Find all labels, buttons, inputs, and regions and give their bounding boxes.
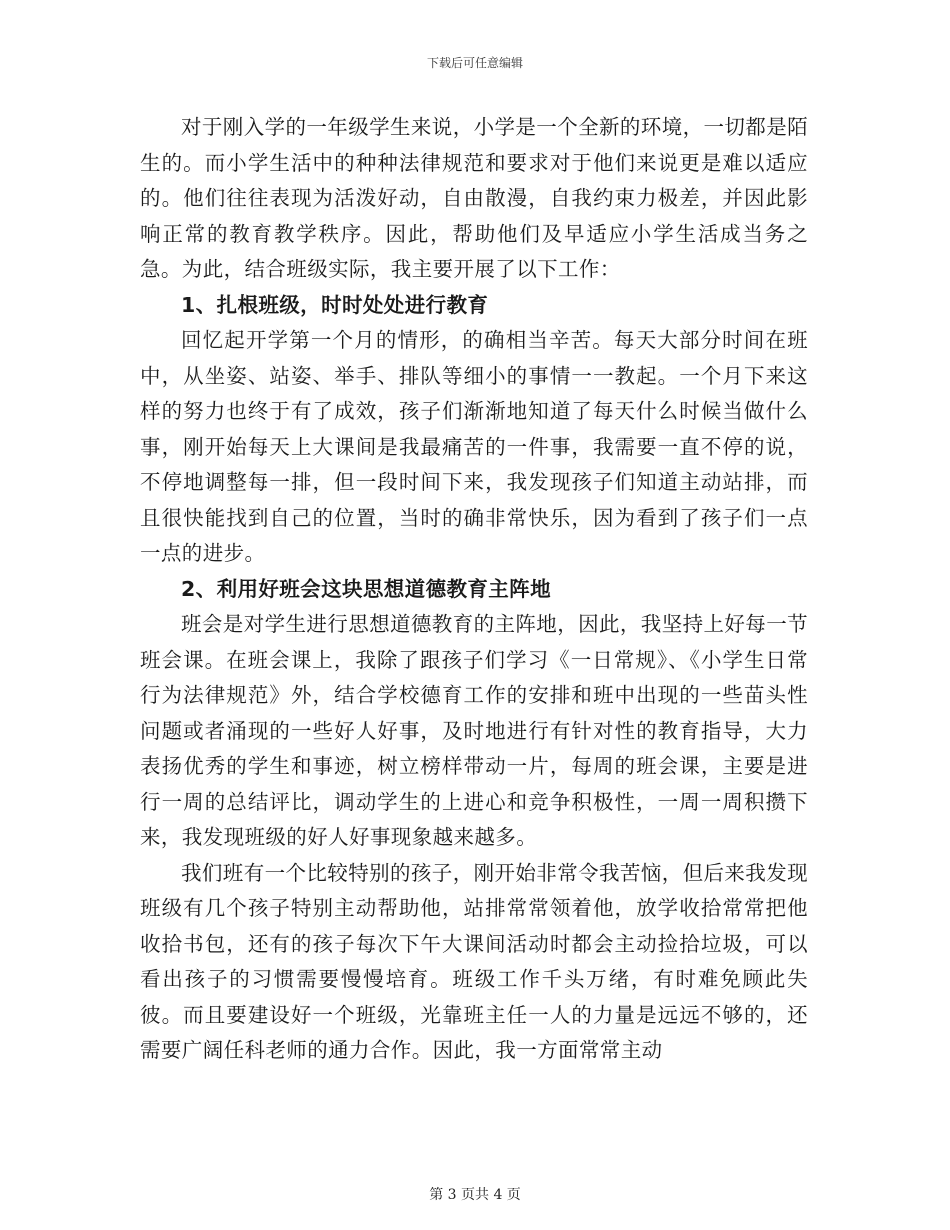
paragraph-intro: 对于刚入学的一年级学生来说，小学是一个全新的环境，一切都是陌生的。而小学生活中的种种法律规范和要求对于他们来说更是难以适应的。他们往往表现为活泼好动，自由散漫，自我约束力极差，并因此影响正常的教育教学秩序。因此，帮助他们及早适应小学生活成当务之急。为此，结合班级实际，我主要开展了以下工作： — [140, 115, 808, 281]
section-heading-1: 1、扎根班级，时时处处进行教育 — [181, 292, 489, 317]
page-header-note: 下载后可任意编辑 — [426, 56, 523, 70]
section-heading-2: 2、利用好班会这块思想道德教育主阵地 — [181, 576, 551, 601]
page-number-footer: 第 3 页共 4 页 — [429, 1187, 521, 1203]
paragraph-section-1: 回忆起开学第一个月的情形，的确相当辛苦。每天大部分时间在班中，从坐姿、站姿、举手、排队等细小的事情一一教起。一个月下来这样的努力也终于有了成效，孩子们渐渐地知道了每天什么时候当做什么事，刚开始每天上大课间是我最痛苦的一件事，我需要一直不停的说，不停地调整每一排，但一段时间下来，我发现孩子们知道主动站排，而且很快能找到自己的位置，当时的确非常快乐，因为看到了孩子们一点一点的进步。 — [140, 328, 808, 565]
paragraph-section-2-continued: 我们班有一个比较特别的孩子，刚开始非常令我苦恼，但后来我发现班级有几个孩子特别主动帮助他，站排常常领着他，放学收拾常常把他收拾书包，还有的孩子每次下午大课间活动时都会主动捡拾垃圾，可以看出孩子的习惯需要慢慢培育。班级工作千头万绪，有时难免顾此失彼。而且要建设好一个班级，光靠班主任一人的力量是远远不够的，还需要广阔任科老师的通力合作。因此，我一方面常常主动 — [140, 860, 808, 1062]
paragraph-section-2: 班会是对学生进行思想道德教育的主阵地，因此，我坚持上好每一节班会课。在班会课上，我除了跟孩子们学习《一日常规》、《小学生日常行为法律规范》外，结合学校德育工作的安排和班中出现的一些苗头性问题或者涌现的一些好人好事，及时地进行有针对性的教育指导，大力表扬优秀的学生和事迹，树立榜样带动一片，每周的班会课，主要是进行一周的总结评比，调动学生的上进心和竞争积极性，一周一周积攒下来，我发现班级的好人好事现象越来越多。 — [140, 612, 808, 849]
document-body — [140, 110, 808, 1069]
